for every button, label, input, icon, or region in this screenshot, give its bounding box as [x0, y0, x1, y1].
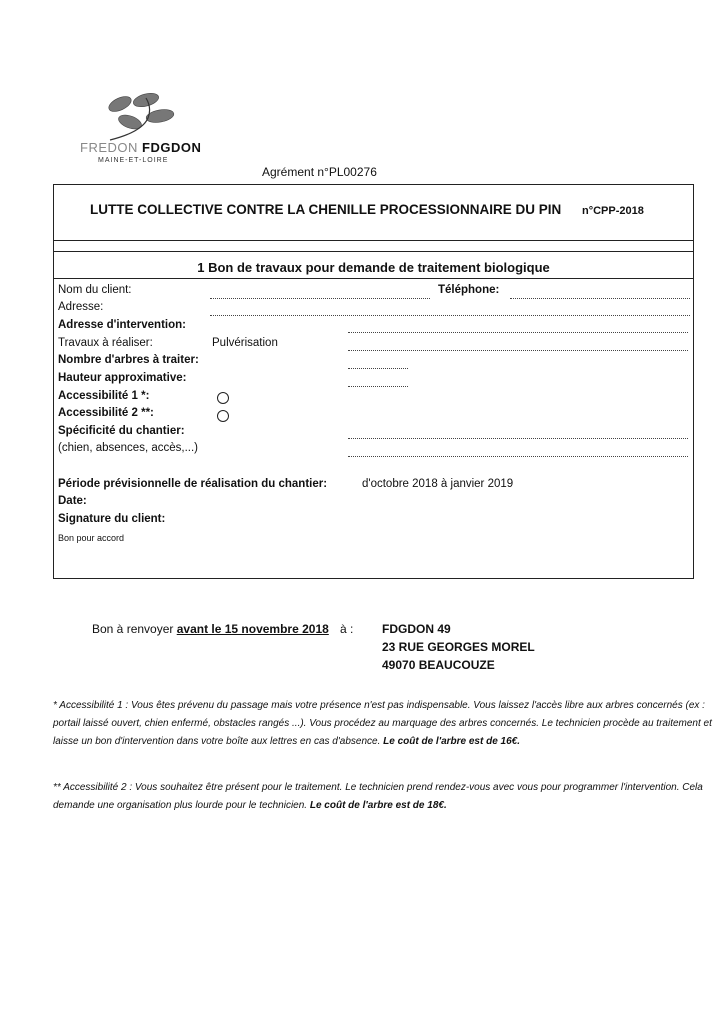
address-label: Adresse:	[58, 301, 104, 313]
footnote-access1	[53, 697, 713, 751]
site-specifics-field-2[interactable]	[348, 456, 688, 457]
logo-region: MAINE-ET-LOIRE	[98, 157, 169, 164]
return-org: FDGDON 49	[382, 622, 451, 636]
divider	[54, 251, 693, 252]
access2-label: Accessibilité 2 **:	[58, 407, 154, 419]
footnote2-text: ** Accessibilité 2 : Vous souhaitez être présent pour le traitement. Le technicien prend rendez-vous avec vous pour programmer l'intervention. Cela demande une organisation plus lourde pour le technicien.	[53, 782, 703, 811]
access1-radio[interactable]	[217, 392, 229, 404]
intervention-address-field[interactable]	[348, 332, 688, 333]
intervention-address-label: Adresse d'intervention:	[58, 319, 186, 331]
address-field[interactable]	[210, 315, 690, 316]
site-specifics-field[interactable]	[348, 438, 688, 439]
page-title: LUTTE COLLECTIVE CONTRE LA CHENILLE PROCESSIONNAIRE DU PIN	[90, 202, 562, 217]
phone-field[interactable]	[510, 298, 690, 299]
signature-label: Signature du client:	[58, 513, 166, 525]
logo-fredon: FREDON	[80, 140, 138, 155]
logo	[80, 90, 210, 170]
agreement-note: Bon pour accord	[58, 533, 125, 543]
return-prefix: Bon à renvoyer	[92, 622, 177, 636]
return-deadline: avant le 15 novembre 2018	[176, 622, 329, 636]
divider	[54, 240, 693, 241]
footnote-access2	[53, 779, 713, 815]
footnote1-text: * Accessibilité 1 : Vous êtes prévenu du passage mais votre présence n'est pas indispensable. Vous laissez l'accès libre aux arbres concernés (ex : portail laissé ouvert, chien enfermé, obstacles rangés ...). Vous procédez au marquage des arbres concernés. Le technicien procède au traitement et laisse un bon d'intervention dans votre boîte aux lettres en cas d'absence.	[53, 700, 712, 747]
footnote1-price: Le coût de l'arbre est de 16€.	[383, 736, 521, 747]
work-label: Travaux à réaliser:	[58, 337, 153, 349]
date-label: Date:	[58, 495, 87, 507]
leaf-plant-icon	[102, 90, 192, 142]
client-name-label: Nom du client:	[58, 284, 132, 296]
return-city: 49070 BEAUCOUZE	[382, 658, 495, 672]
site-specifics-label: Spécificité du chantier:	[58, 425, 185, 437]
logo-fdgdon: FDGDON	[142, 140, 202, 155]
phone-label: Téléphone:	[438, 284, 500, 296]
footnote2-price: Le coût de l'arbre est de 18€.	[309, 800, 447, 811]
tree-count-label: Nombre d'arbres à traiter:	[58, 354, 199, 366]
work-value: Pulvérisation	[212, 337, 278, 349]
height-label: Hauteur approximative:	[58, 372, 187, 384]
work-field[interactable]	[348, 350, 688, 351]
logo-wordmark	[80, 140, 201, 155]
tree-count-field[interactable]	[348, 368, 408, 369]
period-value: d'octobre 2018 à janvier 2019	[362, 478, 514, 490]
return-street: 23 RUE GEORGES MOREL	[382, 640, 535, 654]
height-field[interactable]	[348, 386, 408, 387]
return-to: à :	[340, 622, 354, 636]
return-instruction	[92, 622, 329, 636]
agrement-number: Agrément n°PL00276	[262, 165, 377, 179]
client-name-field[interactable]	[210, 298, 430, 299]
period-label: Période prévisionnelle de réalisation du chantier:	[58, 478, 328, 490]
site-specifics-hint: (chien, absences, accès,...)	[58, 442, 198, 454]
access2-radio[interactable]	[217, 410, 229, 422]
divider	[54, 278, 693, 279]
form-subtitle: 1 Bon de travaux pour demande de traitement biologique	[197, 260, 550, 275]
access1-label: Accessibilité 1 *:	[58, 390, 150, 402]
reference-number: n°CPP-2018	[582, 205, 644, 217]
